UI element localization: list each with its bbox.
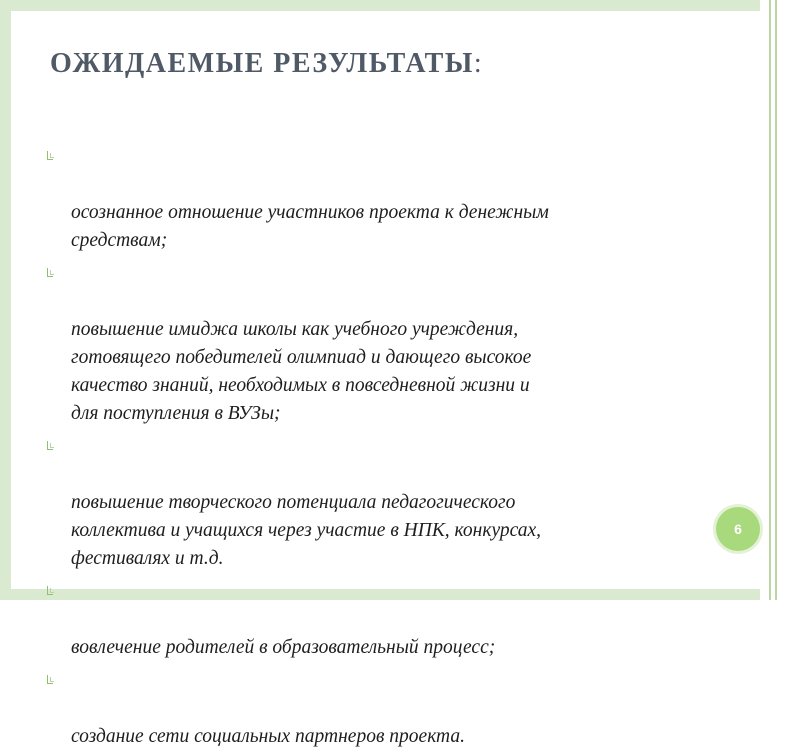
bullet-marker-icon (47, 441, 53, 450)
bullet-item (47, 260, 687, 428)
bullet-text: осознанное отношение участников проекта к денежным средствам; (71, 202, 549, 251)
bullet-marker-icon (47, 268, 53, 277)
bullet-marker-icon (47, 586, 53, 595)
bullet-text: повышение творческого потенциала педагогического коллектива и учащихся через участие в НПК, конкурсах, фестивалях и т.д. (71, 492, 542, 569)
frame-line-outer (775, 0, 777, 600)
frame-line-inner (769, 0, 771, 600)
bullet-text: повышение имиджа школы как учебного учреждения, готовящего победителей олимпиад и дающего высокое качество знаний, необходимых в повседневной жизни и для поступления в ВУЗы; (71, 319, 532, 424)
bullet-marker-icon (47, 151, 53, 160)
page-number-badge: 6 (716, 507, 760, 551)
slide-title (50, 48, 482, 80)
slide-title-text: ОЖИДАЕМЫЕ РЕЗУЛЬТАТЫ (50, 48, 474, 79)
bullet-item (47, 578, 687, 662)
bullet-list (47, 143, 687, 756)
bullet-item (47, 433, 687, 573)
slide-title-colon: : (473, 48, 482, 79)
bullet-marker-icon (47, 675, 53, 684)
bullet-item (47, 143, 687, 255)
bullet-item (47, 667, 687, 751)
right-side-band (760, 0, 800, 600)
bullet-text: вовлечение родителей в образовательный процесс; (71, 637, 496, 658)
bullet-text: создание сети социальных партнеров проекта. (71, 726, 465, 747)
